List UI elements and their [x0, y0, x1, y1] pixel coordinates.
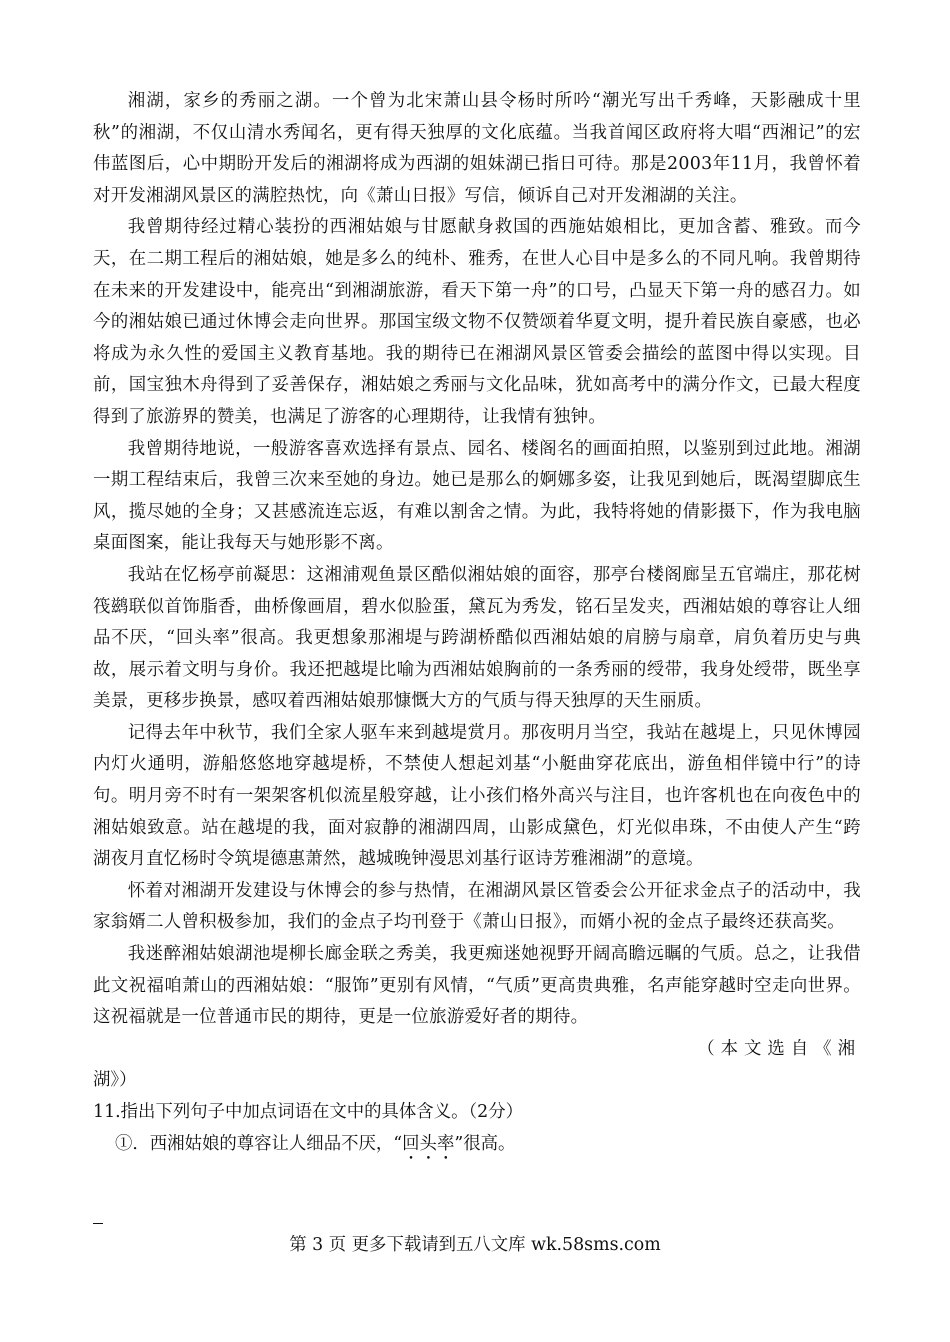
paragraph-3: 我曾期待地说，一般游客喜欢选择有景点、园名、楼阁名的画面拍照，以鉴别到过此地。湘湖一期工程结束后，我曾三次来至她的身边。她已是那么的婀娜多姿，让我见到她后，既渴望脚底生风，揽尽她的全身；又甚感流连忘返，有难以割舍之情。为此，我特将她的倩影摄下，作为我电脑桌面图案，能让我每天与她形影不离。 [93, 438, 861, 554]
paragraph-5: 记得去年中秋节，我们全家人驱车来到越堤赏月。那夜明月当空，我站在越堤上，只见休博园内灯火通明，游船悠悠地穿越堤桥，不禁使人想起刘基“小艇曲穿花底出，游鱼相伴镜中行”的诗句。明月旁不时有一架架客机似流星般穿越，让小孩们格外高兴与注目，也许客机也在向夜色中的湘姑娘致意。站在越堤的我，面对寂静的湘湖四周，山影成黛色，灯光似串珠，不由使人产生“跨湖夜月直忆杨时令筑堤德惠萧然，越城晚钟漫思刘基行讴诗芳雅湘湖”的意境。 [93, 722, 861, 870]
question-11-sub-1 [93, 1129, 861, 1164]
dotted-phrase: “回头率” [393, 1133, 464, 1154]
paragraph-7: 我迷醉湘姑娘湖池堤柳长廊金联之秀美，我更痴迷她视野开阔高瞻远瞩的气质。总之，让我借此文祝福咱萧山的西湘姑娘：“服饰”更别有风情，“气质”更高贵典雅，名声能穿越时空走向世界。这祝福就是一位普通市民的期待，更是一位旅游爱好者的期待。 [93, 944, 861, 1028]
answer-line-mark [93, 1223, 103, 1224]
paragraph-1: 湘湖，家乡的秀丽之湖。一个曾为北宋萧山县令杨时所吟“潮光写出千秀峰，天影融成十里秋”的湘湖，不仅山清水秀闻名，更有得天独厚的文化底蕴。当我首闻区政府将大唱“西湘记”的宏伟蓝图后，心中期盼开发后的湘湖将成为西湖的姐妹湖已指日可待。那是2003年11月，我曾怀着对开发湘湖风景区的满腔热忱，向《萧山日报》写信，倾诉自己对开发湘湖的关注。 [93, 91, 861, 206]
article-body [93, 86, 861, 1164]
source-note-tail: 湖》） [93, 1070, 137, 1091]
sub-prefix: ①．西湘姑娘的尊容让人细品不厌， [115, 1133, 394, 1154]
source-note: （本文选自《湘 [697, 1038, 861, 1059]
paragraph-4: 我站在忆杨亭前凝思：这湘浦观鱼景区酷似湘姑娘的面容，那亭台楼阁廊呈五官端庄，那花树筏鹚联似首饰脂香，曲桥像画眉，碧水似脸蛋，黛瓦为秀发，铭石呈发夹，西湘姑娘的尊容让人细品不厌，“回头率”很高。我更想象那湘堤与跨湖桥酷似西湘姑娘的肩膀与扇章，肩负着历史与典故，展示着文明与身价。我还把越堤比喻为西湘姑娘胸前的一条秀丽的绶带，我身处绶带，既坐享美景，更移步换景，感叹着西湘姑娘那慷慨大方的气质与得天独厚的天生丽质。 [93, 564, 861, 712]
page-footer: 第 3 页 更多下载请到五八文库 wk.58sms.com [289, 1235, 661, 1255]
paragraph-2: 我曾期待经过精心装扮的西湘姑娘与甘愿献身救国的西施姑娘相比，更加含蓄、雅致。而今天，在二期工程后的湘姑娘，她是多么的纯朴、雅秀，在世人心目中是多么的不同凡响。我曾期待在未来的开发建设中，能亮出“到湘湖旅游，看天下第一舟”的口号，凸显天下第一舟的感召力。如今的湘姑娘已通过休博会走向世界。那国宝级文物不仅赞颂着华夏文明，提升着民族自豪感，也必将成为永久性的爱国主义教育基地。我的期待已在湘湖风景区管委会描绘的蓝图中得以实现。目前，国宝独木舟得到了妥善保存，湘姑娘之秀丽与文化品味，犹如高考中的满分作文，已最大程度得到了旅游界的赞美，也满足了游客的心理期待，让我情有独钟。 [93, 217, 861, 427]
question-11: 11.指出下列句子中加点词语在文中的具体含义。（2分） [93, 1102, 524, 1122]
paragraph-6: 怀着对湘湖开发建设与休博会的参与热情，在湘湖风景区管委会公开征求金点子的活动中，我家翁婿二人曾积极参加，我们的金点子均刊登于《萧山日报》，而婿小祝的金点子最终还获高奖。 [93, 880, 861, 933]
sub-suffix: 很高。 [463, 1133, 516, 1154]
